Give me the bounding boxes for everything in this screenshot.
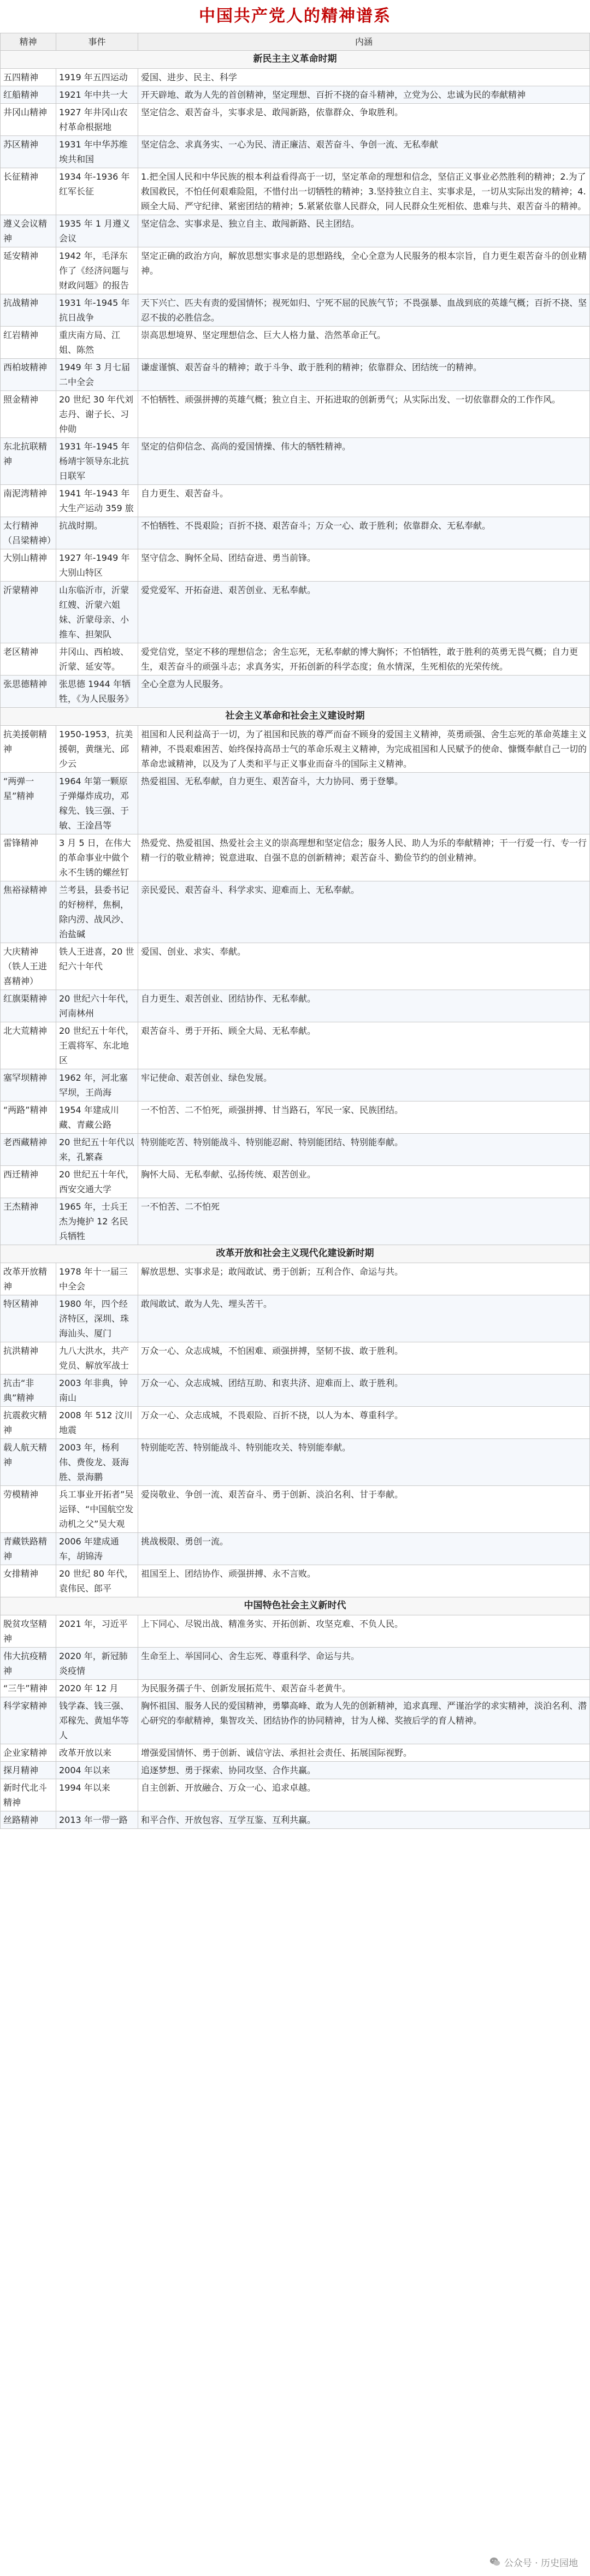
- event-cell: 2020 年 12 月: [56, 1680, 138, 1697]
- spirit-name-cell: 抗击“非典”精神: [1, 1375, 56, 1407]
- spirit-name-cell: 红旗渠精神: [1, 990, 56, 1022]
- event-cell: 1950-1953，抗美援朝，黄继光、邱少云: [56, 726, 138, 773]
- table-row: [1, 438, 590, 485]
- table-row: [1, 582, 590, 643]
- table-row: [1, 676, 590, 708]
- meaning-cell: 爱党信党，坚定不移的理想信念；舍生忘死，无私奉献的博大胸怀；不怕牺牲，敢于胜利的英勇无畏气概；自力更生，艰苦奋斗的顽强斗志；求真务实，开拓创新的科学态度；鱼水情深，生死相依的光荣传统。: [138, 643, 590, 676]
- table-row: [1, 1779, 590, 1811]
- spirit-name-cell: 焦裕禄精神: [1, 881, 56, 943]
- table-row: [1, 1615, 590, 1648]
- event-cell: 1980 年，四个经济特区，深圳、珠海汕头、厦门: [56, 1295, 138, 1342]
- table-row: [1, 1342, 590, 1375]
- table-row: [1, 1198, 590, 1245]
- meaning-cell: 坚定信念、实事求是、独立自主、敢闯新路、民主团结。: [138, 215, 590, 247]
- table-row: [1, 327, 590, 359]
- meaning-cell: 自力更生、艰苦创业、团结协作、无私奉献。: [138, 990, 590, 1022]
- event-cell: 1942 年，毛泽东作了《经济问题与财政问题》的报告: [56, 247, 138, 294]
- table-row: [1, 294, 590, 327]
- event-cell: 2008 年 512 汶川地震: [56, 1407, 138, 1439]
- meaning-cell: 生命至上、举国同心、舍生忘死、尊重科学、命运与共。: [138, 1648, 590, 1680]
- meaning-cell: 为民服务孺子牛、创新发展拓荒牛、艰苦奋斗老黄牛。: [138, 1680, 590, 1697]
- header-event: 事件: [56, 33, 138, 51]
- meaning-cell: 全心全意为人民服务。: [138, 676, 590, 708]
- table-row: [1, 990, 590, 1022]
- meaning-cell: 解放思想、实事求是；敢闯敢试、勇于创新；互利合作、命运与共。: [138, 1263, 590, 1295]
- meaning-cell: 胸怀祖国、服务人民的爱国精神，勇攀高峰、敢为人先的创新精神，追求真理、严谨治学的求实精神，淡泊名利、潜心研究的奉献精神，集智攻关、团结协作的协同精神，甘为人梯、奖掖后学的育人精神。: [138, 1697, 590, 1744]
- event-cell: 2003 年非典，钟南山: [56, 1375, 138, 1407]
- meaning-cell: 天下兴亡、匹夫有责的爱国情怀；视死如归、宁死不屈的民族气节；不畏强暴、血战到底的英雄气概；百折不挠、坚忍不拔的必胜信念。: [138, 294, 590, 327]
- table-row: [1, 1648, 590, 1680]
- table-row: [1, 136, 590, 168]
- table-row: [1, 834, 590, 881]
- table-row: [1, 104, 590, 136]
- event-cell: 1931 年-1945 年抗日战争: [56, 294, 138, 327]
- spirit-name-cell: 王杰精神: [1, 1198, 56, 1245]
- meaning-cell: 1.把全国人民和中华民族的根本利益看得高于一切，坚定革命的理想和信念，坚信正义事业必然胜利的精神；2.为了救国救民，不怕任何艰难险阻，不惜付出一切牺牲的精神；3.坚持独立自主、实事求是，一切从实际出发的精神；4.顾全大局、严守纪律、紧密团结的精神；5.紧紧依靠人民群众，同人民群众生死相依、患难与共、艰苦奋斗的精神。: [138, 168, 590, 215]
- spirit-name-cell: 西迁精神: [1, 1166, 56, 1198]
- spirit-name-cell: 劳模精神: [1, 1486, 56, 1533]
- spirit-name-cell: 塞罕坝精神: [1, 1069, 56, 1102]
- event-cell: 2006 年建成通车，胡锦涛: [56, 1533, 138, 1565]
- meaning-cell: 万众一心、众志成城，不怕困难、顽强拼搏，坚韧不拔、敢于胜利。: [138, 1342, 590, 1375]
- table-row: [1, 1744, 590, 1762]
- table-row: [1, 881, 590, 943]
- spirit-name-cell: 青藏铁路精神: [1, 1533, 56, 1565]
- meaning-cell: 热爱祖国、无私奉献，自力更生、艰苦奋斗，大力协同、勇于登攀。: [138, 773, 590, 834]
- event-cell: 1931 年-1945 年杨靖宇领导东北抗日联军: [56, 438, 138, 485]
- event-cell: 兵工事业开拓者”吴运铎、“中国航空发动机之父”吴大观: [56, 1486, 138, 1533]
- event-cell: 1935 年 1 月遵义会议: [56, 215, 138, 247]
- event-cell: 1954 年建成川藏、青藏公路: [56, 1102, 138, 1134]
- event-cell: 2003 年，杨利伟、费俊龙、聂海胜、景海鹏: [56, 1439, 138, 1486]
- meaning-cell: 爱国、进步、民主、科学: [138, 69, 590, 86]
- spirit-name-cell: 脱贫攻坚精神: [1, 1615, 56, 1648]
- event-cell: 1919 年五四运动: [56, 69, 138, 86]
- event-cell: 2013 年一带一路: [56, 1811, 138, 1829]
- header-spirit: 精神: [1, 33, 56, 51]
- table-body: [1, 51, 590, 1829]
- table-row: [1, 391, 590, 438]
- table-row: [1, 1166, 590, 1198]
- spirit-name-cell: 女排精神: [1, 1565, 56, 1597]
- meaning-cell: 爱岗敬业、争创一流、艰苦奋斗、勇于创新、淡泊名利、甘于奉献。: [138, 1486, 590, 1533]
- section-title: 中国特色社会主义新时代: [1, 1597, 590, 1615]
- event-cell: 抗战时期。: [56, 517, 138, 549]
- spirit-name-cell: 太行精神（吕梁精神）: [1, 517, 56, 549]
- table-row: [1, 1565, 590, 1597]
- meaning-cell: 自力更生、艰苦奋斗。: [138, 485, 590, 517]
- section-row: [1, 51, 590, 69]
- spirit-name-cell: 大庆精神（铁人王进喜精神）: [1, 943, 56, 990]
- meaning-cell: 谦虚谨慎、艰苦奋斗的精神；敢于斗争、敢于胜利的精神；依靠群众、团结统一的精神。: [138, 359, 590, 391]
- table-row: [1, 549, 590, 582]
- spirit-name-cell: “三牛”精神: [1, 1680, 56, 1697]
- section-row: [1, 1597, 590, 1615]
- meaning-cell: 开天辟地、敢为人先的首创精神，坚定理想、百折不挠的奋斗精神，立党为公、忠诚为民的奉献精神: [138, 86, 590, 104]
- meaning-cell: 敢闯敢试、敢为人先、埋头苦干。: [138, 1295, 590, 1342]
- spirit-name-cell: 北大荒精神: [1, 1022, 56, 1069]
- event-cell: 20 世纪五十年代以来，孔繁森: [56, 1134, 138, 1166]
- meaning-cell: 不怕牺牲、顽强拼搏的英雄气概；独立自主、开拓进取的创新勇气；从实际出发、一切依靠群众的工作作风。: [138, 391, 590, 438]
- section-title: 新民主主义革命时期: [1, 51, 590, 69]
- meaning-cell: 坚守信念、胸怀全局、团结奋进、勇当前锋。: [138, 549, 590, 582]
- event-cell: 兰考县，县委书记的好榜样，焦桐，除内涝、战风沙、治盐碱: [56, 881, 138, 943]
- event-cell: 1994 年以来: [56, 1779, 138, 1811]
- meaning-cell: 不怕牺牲、不畏艰险；百折不挠、艰苦奋斗；万众一心、敢于胜利；依靠群众、无私奉献。: [138, 517, 590, 549]
- meaning-cell: 上下同心、尽锐出战、精准务实、开拓创新、攻坚克难、不负人民。: [138, 1615, 590, 1648]
- meaning-cell: 追逐梦想、勇于探索、协同攻坚、合作共赢。: [138, 1762, 590, 1779]
- table-row: [1, 1439, 590, 1486]
- section-row: [1, 708, 590, 726]
- spirit-name-cell: 大别山精神: [1, 549, 56, 582]
- wechat-icon: [489, 2556, 501, 2568]
- meaning-cell: 崇高思想境界、坚定理想信念、巨大人格力量、浩然革命正气。: [138, 327, 590, 359]
- table-row: [1, 215, 590, 247]
- meaning-cell: 一不怕苦、二不怕死，顽强拼搏、甘当路石，军民一家、民族团结。: [138, 1102, 590, 1134]
- event-cell: 1964 年第一颗原子弹爆炸成功，邓稼先、钱三强、于敏、王淦昌等: [56, 773, 138, 834]
- event-cell: 3 月 5 日，在伟大的革命事业中做个永不生锈的螺丝钉: [56, 834, 138, 881]
- spirit-name-cell: 遵义会议精神: [1, 215, 56, 247]
- meaning-cell: 和平合作、开放包容、互学互鉴、互利共赢。: [138, 1811, 590, 1829]
- table-row: [1, 1375, 590, 1407]
- spirit-name-cell: 沂蒙精神: [1, 582, 56, 643]
- table-row: [1, 1486, 590, 1533]
- spirit-name-cell: 抗洪精神: [1, 1342, 56, 1375]
- table-row: [1, 1697, 590, 1744]
- meaning-cell: 爱国、创业、求实、奉献。: [138, 943, 590, 990]
- spirit-name-cell: 五四精神: [1, 69, 56, 86]
- spirit-name-cell: 抗震救灾精神: [1, 1407, 56, 1439]
- table-row: [1, 1762, 590, 1779]
- table-row: [1, 1811, 590, 1829]
- table-row: [1, 359, 590, 391]
- spirit-name-cell: 特区精神: [1, 1295, 56, 1342]
- table-row: [1, 1022, 590, 1069]
- table-row: [1, 1533, 590, 1565]
- spirit-name-cell: 抗战精神: [1, 294, 56, 327]
- meaning-cell: 牢记使命、艰苦创业、绿色发展。: [138, 1069, 590, 1102]
- section-title: 改革开放和社会主义现代化建设新时期: [1, 1245, 590, 1263]
- spirit-name-cell: 井冈山精神: [1, 104, 56, 136]
- section-title: 社会主义革命和社会主义建设时期: [1, 708, 590, 726]
- meaning-cell: 爱党爱军、开拓奋进、艰苦创业、无私奉献。: [138, 582, 590, 643]
- watermark: [485, 2552, 582, 2572]
- meaning-cell: 挑战极限、勇创一流。: [138, 1533, 590, 1565]
- watermark-text: 公众号 · 历史园地: [504, 2557, 578, 2569]
- meaning-cell: 特别能吃苦、特别能战斗、特别能忍耐、特别能团结、特别能奉献。: [138, 1134, 590, 1166]
- event-cell: 1978 年十一届三中全会: [56, 1263, 138, 1295]
- spirit-name-cell: 延安精神: [1, 247, 56, 294]
- meaning-cell: 坚定的信仰信念、高尚的爱国情操、伟大的牺牲精神。: [138, 438, 590, 485]
- meaning-cell: 胸怀大局、无私奉献、弘扬传统、艰苦创业。: [138, 1166, 590, 1198]
- spirit-name-cell: 改革开放精神: [1, 1263, 56, 1295]
- spirit-name-cell: 企业家精神: [1, 1744, 56, 1762]
- spirit-name-cell: 科学家精神: [1, 1697, 56, 1744]
- spirit-name-cell: 张思德精神: [1, 676, 56, 708]
- event-cell: 张思德 1944 年牺牲，《为人民服务》: [56, 676, 138, 708]
- event-cell: 改革开放以来: [56, 1744, 138, 1762]
- spirit-name-cell: “两弹一星”精神: [1, 773, 56, 834]
- event-cell: 1927 年-1949 年大别山特区: [56, 549, 138, 582]
- event-cell: 20 世纪五十年代，王震将军、东北地区: [56, 1022, 138, 1069]
- spirit-name-cell: 老西藏精神: [1, 1134, 56, 1166]
- table-row: [1, 1263, 590, 1295]
- table-row: [1, 1407, 590, 1439]
- event-cell: 1962 年，河北塞罕坝，王尚海: [56, 1069, 138, 1102]
- spirit-name-cell: 红岩精神: [1, 327, 56, 359]
- meaning-cell: 坚定信念、艰苦奋斗，实事求是、敢闯新路，依靠群众、争取胜利。: [138, 104, 590, 136]
- meaning-cell: 特别能吃苦、特别能战斗、特别能攻关、特别能奉献。: [138, 1439, 590, 1486]
- meaning-cell: 一不怕苦、二不怕死: [138, 1198, 590, 1245]
- table-row: [1, 69, 590, 86]
- table-row: [1, 773, 590, 834]
- spirit-name-cell: 载人航天精神: [1, 1439, 56, 1486]
- meaning-cell: 祖国和人民利益高于一切，为了祖国和民族的尊严而奋不顾身的爱国主义精神，英勇顽强、舍生忘死的革命英雄主义精神，不畏艰难困苦、始终保持高昂士气的革命乐观主义精神，为完成祖国和人民赋予的使命、慷慨奉献自己一切的革命忠诚精神，以及为了人类和平与正义事业而奋斗的国际主义精神。: [138, 726, 590, 773]
- event-cell: 铁人王进喜，20 世纪六十年代: [56, 943, 138, 990]
- event-cell: 20 世纪五十年代，西安交通大学: [56, 1166, 138, 1198]
- meaning-cell: 坚定正确的政治方向，解放思想实事求是的思想路线，全心全意为人民服务的根本宗旨，自力更生艰苦奋斗的创业精神。: [138, 247, 590, 294]
- event-cell: 重庆南方局、江姐、陈然: [56, 327, 138, 359]
- spirit-name-cell: 东北抗联精神: [1, 438, 56, 485]
- table-row: [1, 943, 590, 990]
- meaning-cell: 热爱党、热爱祖国、热爱社会主义的崇高理想和坚定信念；服务人民、助人为乐的奉献精神；干一行爱一行、专一行精一行的敬业精神；锐意进取、自强不息的创新精神；艰苦奋斗、勤俭节约的创业精神。: [138, 834, 590, 881]
- header-meaning: 内涵: [138, 33, 590, 51]
- table-row: [1, 1295, 590, 1342]
- event-cell: 山东临沂市，沂蒙红嫂、沂蒙六姐妹、沂蒙母亲、小推车、担架队: [56, 582, 138, 643]
- spirit-name-cell: 西柏坡精神: [1, 359, 56, 391]
- spirit-name-cell: 照金精神: [1, 391, 56, 438]
- meaning-cell: 亲民爱民、艰苦奋斗、科学求实、迎难而上、无私奉献。: [138, 881, 590, 943]
- event-cell: 1941 年-1943 年大生产运动 359 旅: [56, 485, 138, 517]
- page-title: 中国共产党人的精神谱系: [199, 7, 391, 26]
- table-row: [1, 1069, 590, 1102]
- table-row: [1, 517, 590, 549]
- event-cell: 20 世纪 30 年代刘志丹、谢子长、习仲勋: [56, 391, 138, 438]
- event-cell: 1927 年井冈山农村革命根据地: [56, 104, 138, 136]
- section-row: [1, 1245, 590, 1263]
- event-cell: 2020 年，新冠肺炎疫情: [56, 1648, 138, 1680]
- spirit-name-cell: 探月精神: [1, 1762, 56, 1779]
- table-header-row: [1, 33, 590, 51]
- spirit-name-cell: 伟大抗疫精神: [1, 1648, 56, 1680]
- spirit-name-cell: 新时代北斗精神: [1, 1779, 56, 1811]
- spirit-name-cell: 老区精神: [1, 643, 56, 676]
- table-row: [1, 726, 590, 773]
- meaning-cell: 万众一心、众志成城，不畏艰险、百折不挠，以人为本、尊重科学。: [138, 1407, 590, 1439]
- spirit-name-cell: “两路”精神: [1, 1102, 56, 1134]
- table-row: [1, 86, 590, 104]
- event-cell: 井冈山、西柏坡、沂蒙、延安等。: [56, 643, 138, 676]
- spirit-name-cell: 长征精神: [1, 168, 56, 215]
- table-row: [1, 643, 590, 676]
- spirit-name-cell: 雷锋精神: [1, 834, 56, 881]
- spirit-name-cell: 抗美援朝精神: [1, 726, 56, 773]
- table-row: [1, 168, 590, 215]
- spirit-table: [0, 33, 590, 1829]
- spirit-name-cell: 南泥湾精神: [1, 485, 56, 517]
- meaning-cell: 艰苦奋斗、勇于开拓、顾全大局、无私奉献。: [138, 1022, 590, 1069]
- event-cell: 2021 年，习近平: [56, 1615, 138, 1648]
- table-row: [1, 1102, 590, 1134]
- event-cell: 钱学森、钱三强、邓稼先、黄旭华等人: [56, 1697, 138, 1744]
- table-row: [1, 1680, 590, 1697]
- spirit-name-cell: 苏区精神: [1, 136, 56, 168]
- spirit-name-cell: 丝路精神: [1, 1811, 56, 1829]
- event-cell: 1934 年-1936 年红军长征: [56, 168, 138, 215]
- meaning-cell: 自主创新、开放融合、万众一心、追求卓越。: [138, 1779, 590, 1811]
- table-row: [1, 247, 590, 294]
- event-cell: 1965 年，士兵王杰为掩护 12 名民兵牺牲: [56, 1198, 138, 1245]
- meaning-cell: 万众一心、众志成城、团结互助、和衷共济、迎难而上、敢于胜利。: [138, 1375, 590, 1407]
- event-cell: 1931 年中华苏维埃共和国: [56, 136, 138, 168]
- meaning-cell: 增强爱国情怀、勇于创新、诚信守法、承担社会责任、拓展国际视野。: [138, 1744, 590, 1762]
- table-row: [1, 1134, 590, 1166]
- event-cell: 20 世纪 80 年代，袁伟民、郎平: [56, 1565, 138, 1597]
- event-cell: 2004 年以来: [56, 1762, 138, 1779]
- event-cell: 1921 年中共一大: [56, 86, 138, 104]
- event-cell: 1949 年 3 月七届二中全会: [56, 359, 138, 391]
- event-cell: 九八大洪水，共产党员、解放军战士: [56, 1342, 138, 1375]
- meaning-cell: 坚定信念、求真务实、一心为民、清正廉洁、艰苦奋斗、争创一流、无私奉献: [138, 136, 590, 168]
- event-cell: 20 世纪六十年代，河南林州: [56, 990, 138, 1022]
- meaning-cell: 祖国至上、团结协作、顽强拼搏、永不言败。: [138, 1565, 590, 1597]
- spirit-name-cell: 红船精神: [1, 86, 56, 104]
- table-row: [1, 485, 590, 517]
